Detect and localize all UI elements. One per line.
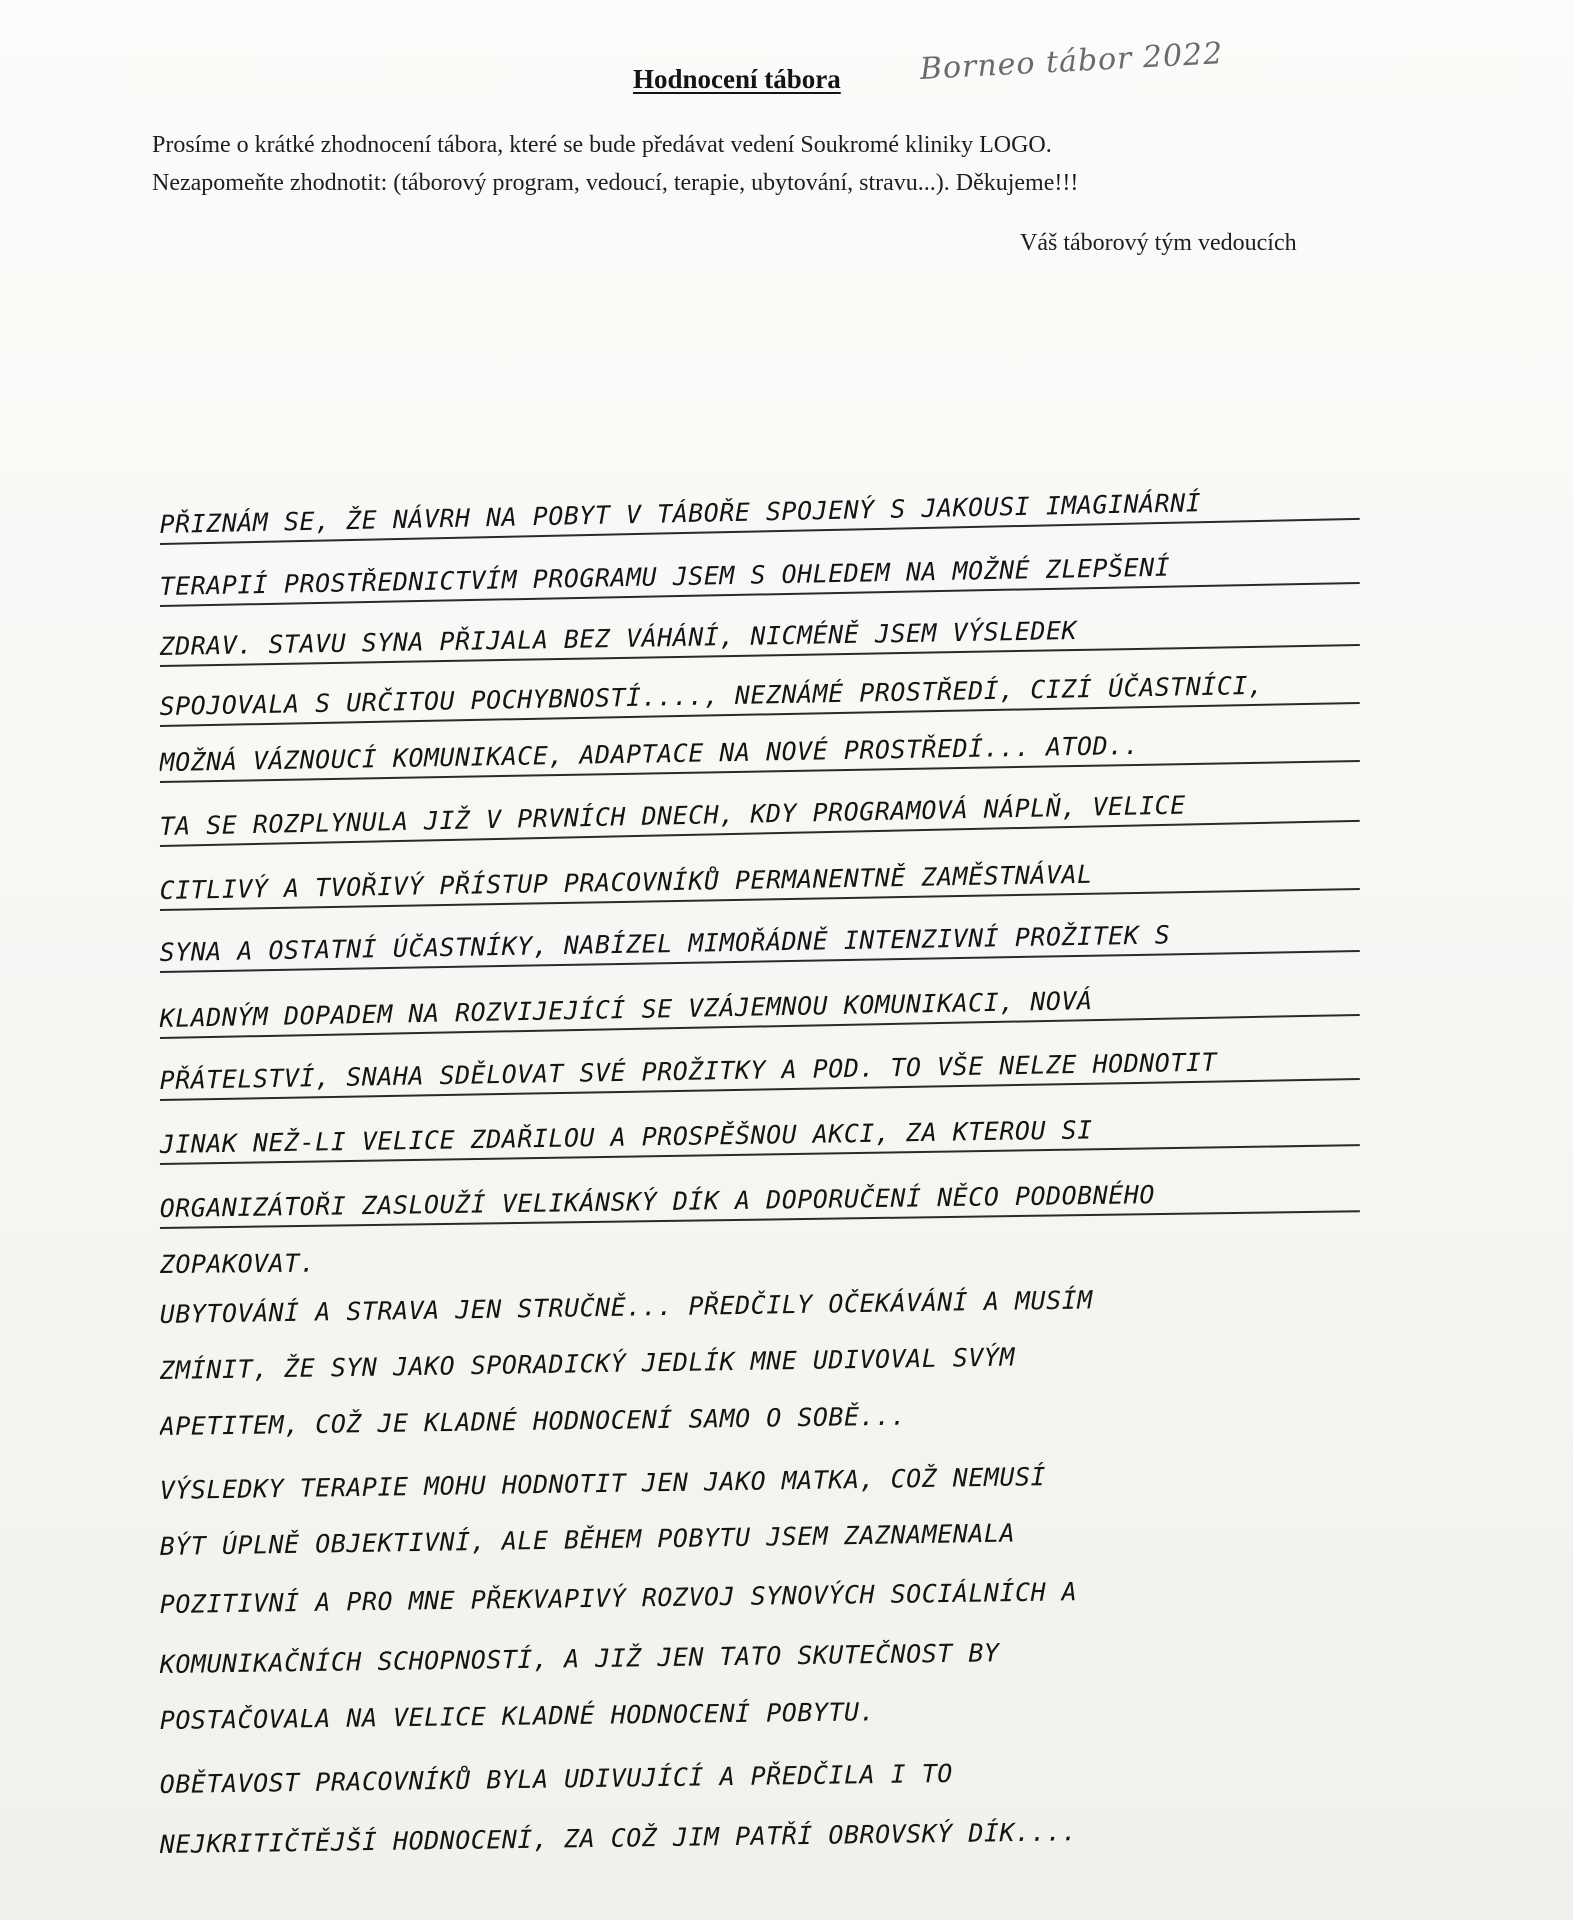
handwritten-line: TERAPIÍ PROSTŘEDNICTVÍM PROGRAMU JSEM S OHLEDEM NA MOŽNÉ ZLEPŠENÍ <box>159 549 1359 607</box>
form-title: Hodnocení tábora <box>633 64 841 94</box>
instruction-line: Nezapomeňte zhodnotit: (táborový program, vedoucí, terapie, ubytování, stravu...). Děkujeme!!! <box>152 170 1079 196</box>
team-signature: Váš táborový tým vedoucích <box>1020 230 1297 256</box>
handwritten-line: POZITIVNÍ A PRO MNE PŘEKVAPIVÝ ROZVOJ SYNOVÝCH SOCIÁLNÍCH A <box>159 1577 1078 1619</box>
handwritten-line: KLADNÝM DOPADEM NA ROZVIJEJÍCÍ SE VZÁJEMNOU KOMUNIKACI, NOVÁ <box>159 981 1359 1039</box>
form-header <box>0 0 1573 300</box>
handwritten-line: OBĚTAVOST PRACOVNÍKŮ BYLA UDIVUJÍCÍ A PŘEDČILA I TO <box>159 1758 954 1799</box>
handwritten-camp-note: Borneo tábor 2022 <box>919 36 1225 87</box>
handwritten-line: ORGANIZÁTOŘI ZASLOUŽÍ VELIKÁNSKÝ DÍK A DOPORUČENÍ NĚCO PODOBNÉHO <box>160 1177 1360 1229</box>
handwritten-line: NEJKRITIČTĚJŠÍ HODNOCENÍ, ZA COŽ JIM PATŘÍ OBROVSKÝ DÍK.... <box>159 1817 1078 1859</box>
handwritten-line: APETITEM, COŽ JE KLADNÉ HODNOCENÍ SAMO O SOBĚ... <box>159 1401 907 1441</box>
handwritten-line: JINAK NEŽ-LI VELICE ZDAŘILOU A PROSPĚŠNOU AKCI, ZA KTEROU SI <box>159 1111 1359 1165</box>
handwritten-line: ZMÍNIT, ŽE SYN JAKO SPORADICKÝ JEDLÍK MNE UDIVOVAL SVÝM <box>159 1342 1016 1385</box>
form-instructions <box>152 126 1382 202</box>
handwritten-line: SYNA A OSTATNÍ ÚČASTNÍKY, NABÍZEL MIMOŘÁDNĚ INTENZIVNÍ PROŽITEK S <box>159 917 1359 973</box>
handwritten-line: SPOJOVALA S URČITOU POCHYBNOSTÍ...., NEZNÁMÉ PROSTŘEDÍ, CIZÍ ÚČASTNÍCI, <box>159 669 1359 727</box>
handwritten-line: MOŽNÁ VÁZNOUCÍ KOMUNIKACE, ADAPTACE NA NOVÉ PROSTŘEDÍ... ATOD.. <box>159 727 1359 783</box>
handwritten-line: ZOPAKOVAT. <box>159 1248 316 1279</box>
handwritten-line: VÝSLEDKY TERAPIE MOHU HODNOTIT JEN JAKO MATKA, COŽ NEMUSÍ <box>159 1462 1047 1505</box>
instruction-line: Prosíme o krátké zhodnocení tábora, které se bude předávat vedení Soukromé kliniky LOGO. <box>152 132 1052 158</box>
handwritten-line: CITLIVÝ A TVOŘIVÝ PŘÍSTUP PRACOVNÍKŮ PERMANENTNĚ ZAMĚSTNÁVAL <box>159 855 1359 911</box>
handwritten-line: BÝT ÚPLNĚ OBJEKTIVNÍ, ALE BĚHEM POBYTU JSEM ZAZNAMENALA <box>159 1518 1016 1561</box>
handwritten-line: PŘÁTELSTVÍ, SNAHA SDĚLOVAT SVÉ PROŽITKY A POD. TO VŠE NELZE HODNOTIT <box>159 1045 1359 1101</box>
handwritten-line: KOMUNIKAČNÍCH SCHOPNOSTÍ, A JIŽ JEN TATO SKUTEČNOST BY <box>159 1638 1000 1679</box>
handwritten-line: UBYTOVÁNÍ A STRAVA JEN STRUČNĚ... PŘEDČILY OČEKÁVÁNÍ A MUSÍM <box>159 1285 1093 1329</box>
handwritten-line: PŘIZNÁM SE, ŽE NÁVRH NA POBYT V TÁBOŘE SPOJENÝ S JAKOUSI IMAGINÁRNÍ <box>159 485 1359 545</box>
handwritten-line: TA SE ROZPLYNULA JIŽ V PRVNÍCH DNECH, KDY PROGRAMOVÁ NÁPLŇ, VELICE <box>159 787 1359 847</box>
handwritten-line: POSTAČOVALA NA VELICE KLADNÉ HODNOCENÍ POBYTU. <box>159 1697 876 1735</box>
handwritten-line: ZDRAV. STAVU SYNA PŘIJALA BEZ VÁHÁNÍ, NICMÉNĚ JSEM VÝSLEDEK <box>159 611 1359 667</box>
